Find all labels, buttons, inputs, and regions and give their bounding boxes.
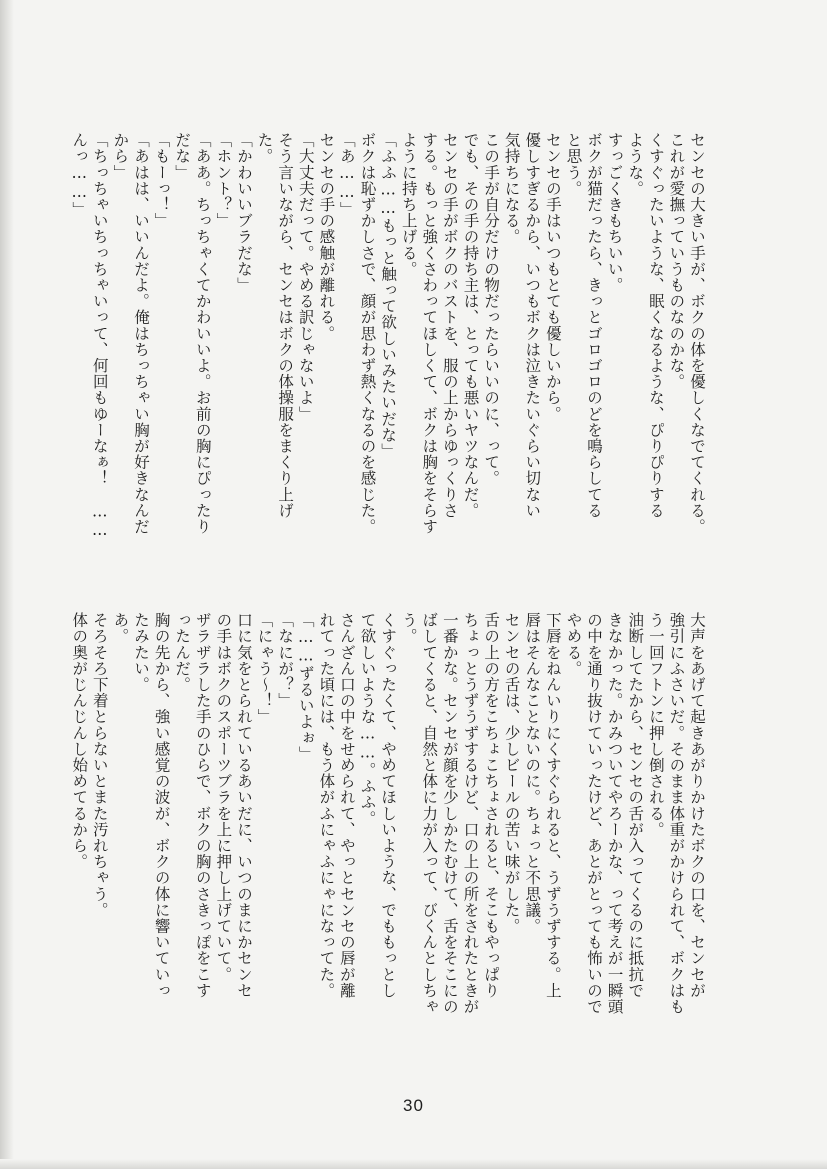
text-line: の手はボクのスポーツブラを上に押し上げていて。 — [214, 612, 233, 983]
text-line: 「ホント？」 — [214, 132, 233, 229]
text-line: 「あはは、いいんだよ。俺はちっちゃい胸が好きなんだ — [131, 132, 150, 535]
text-line: う一回フトンに押し倒される。 — [646, 612, 665, 838]
text-line: の中を通り抜けていったけど、あとがとっても怖いので — [585, 612, 604, 1015]
text-line: と思う。 — [564, 132, 583, 197]
text-line: ちょっとうずうずするけど、口の上の所をされたときが — [461, 612, 480, 1015]
text-line: て欲しいような……。ふふ。 — [358, 612, 377, 827]
text-line: ばしてくると、自然と体に力が入って、びくんとしちゃ — [420, 612, 439, 1015]
text-line: ザラザラした手のひらで、ボクの胸のさきっぽをこす — [193, 612, 212, 999]
text-line: ように持ち上げる。 — [399, 132, 418, 277]
upper-text-column — [70, 132, 707, 540]
text-line: たみたい。 — [131, 612, 150, 693]
text-line: れてった頃には、もう体がふにゃふにゃになってた。 — [317, 612, 336, 999]
text-line: そろそろ下着とらないとまた汚れちゃう。 — [90, 612, 109, 918]
text-line: でも、その手の持ち主は、とっても悪いヤツなんだ。 — [461, 132, 480, 519]
text-line: 下唇をねんいりにくすぐられると、うずうずする。上 — [543, 612, 562, 999]
text-line: 「ふふ……もっと触って欲しいみたいだな」 — [379, 132, 398, 459]
text-line: する。もっと強くさわってほしくて、ボクは胸をそらす — [420, 132, 439, 535]
text-line: 「ちっちゃいちっちゃいって、何回もゆーなぁ！ …… — [90, 132, 109, 540]
text-line: センセの手はいつもとても優しいから。 — [543, 132, 562, 422]
text-line: 「ああ。ちっちゃくてかわいいよ。お前の胸にぴったり — [193, 132, 212, 535]
text-line: 「もーっ！」 — [152, 132, 171, 229]
text-line: だな」 — [173, 132, 192, 181]
text-line: う。 — [399, 612, 418, 645]
text-line: 油断してたから、センセの舌が入ってくるのに抵抗で — [626, 612, 645, 999]
text-line: さんざん口の中をせめられて、やっとセンセの唇が離 — [337, 612, 356, 999]
text-line: そう言いながら、センセはボクの体操服をまくり上げ — [276, 132, 295, 519]
text-line: ような。 — [626, 132, 645, 197]
text-line: ったんだ。 — [173, 612, 192, 693]
text-line: た。 — [255, 132, 274, 165]
text-line: 「大丈夫だって。やめる訳じゃないよ」 — [296, 132, 315, 422]
text-line: きなかった。かみついてやろーかな、って考えが一瞬頭 — [605, 612, 624, 1015]
page-number: 30 — [403, 1096, 424, 1115]
text-line: この手が自分だけの物だったらいいのに、って。 — [482, 132, 501, 487]
text-line: 「なにが？」 — [276, 612, 295, 709]
text-line: 気持ちになる。 — [502, 132, 521, 245]
page-binding-shadow — [0, 0, 14, 1169]
text-line: 一番かな。センセが顔を少しかたむけて、舌をそこにの — [440, 612, 459, 1015]
text-line: これが愛撫っていうものなのかな。 — [667, 132, 686, 390]
text-line: 口に気をとられているあいだに、いつのまにかセンセ — [234, 612, 253, 999]
lower-text-column — [70, 612, 707, 1015]
text-line: 強引にふさいだ。そのまま体重がかけられて、ボクはも — [667, 612, 686, 1015]
text-line: センセの手の感触が離れる。 — [317, 132, 336, 342]
text-line: 大声をあげて起きあがりかけたボクの口を、センセが — [688, 612, 706, 999]
text-line: やめる。 — [564, 612, 583, 677]
text-line: センセの舌は、少しビールの苦い味がした。 — [502, 612, 521, 934]
text-line: くすぐったくて、やめてほしいような、でももっとし — [379, 612, 398, 999]
text-line: 優しすぎるから、いつもボクは泣きたいぐらい切ない — [523, 132, 542, 519]
page-bottom-shadow — [0, 1159, 827, 1169]
text-line: 「……ずるいよぉ」 — [296, 612, 315, 762]
text-line: から」 — [111, 132, 130, 181]
text-line: ボクは恥ずかしさで、顔が思わず熱くなるのを感じた。 — [358, 132, 377, 535]
text-line: 「かわいいブラだな」 — [234, 132, 253, 293]
text-line: センセの大きい手が、ボクの体を優しくなでてくれる。 — [688, 132, 706, 535]
text-line: センセの手がボクのバストを、服の上からゆっくりさ — [440, 132, 459, 519]
text-line: 「にゃう～！」 — [255, 612, 274, 725]
text-line: 「あ……」 — [337, 132, 356, 218]
text-line: あ。 — [111, 612, 130, 645]
text-line: 胸の先から、強い感覚の波が、ボクの体に響いていっ — [152, 612, 171, 999]
text-line: 体の奥がじんじんし始めてるから。 — [70, 612, 89, 870]
text-line: すっごくきもちいい。 — [605, 132, 624, 293]
text-line: ボクが猫だったら、きっとゴロゴロのどを鳴らしてる — [585, 132, 604, 519]
text-line: くすぐったいような、眠くなるような、ぴりぴりする — [646, 132, 665, 519]
text-line: 舌の上の方をこちょこちょされると、そこもやっぱり — [482, 612, 501, 999]
text-line: んっ……」 — [70, 132, 89, 218]
text-line: 唇はそんなことないのに。ちょっと不思議。 — [523, 612, 542, 934]
